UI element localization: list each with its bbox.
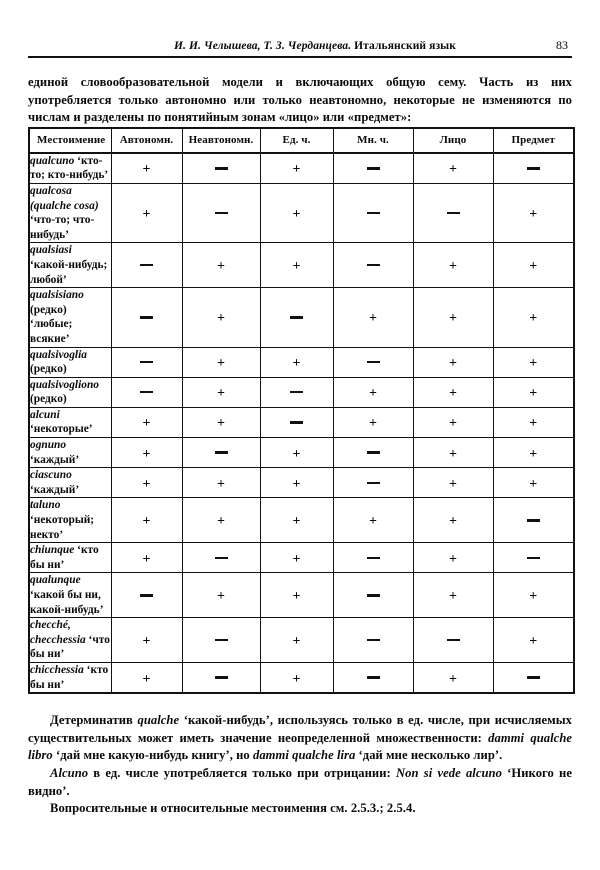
feature-mark-cell (333, 377, 413, 407)
column-header-plural: Мн. ч. (333, 128, 413, 153)
feature-mark-cell (333, 618, 413, 663)
plus-mark: + (217, 386, 225, 402)
pronoun-cell (29, 183, 111, 242)
feature-mark-cell (333, 243, 413, 288)
plus-mark: + (529, 356, 538, 372)
running-head-title (32, 40, 538, 52)
plus-mark: + (292, 634, 301, 650)
feature-mark-cell (333, 288, 413, 347)
feature-mark-cell (260, 618, 333, 663)
feature-mark-cell (413, 618, 493, 663)
minus-mark (290, 421, 303, 423)
feature-mark-cell (260, 153, 333, 184)
feature-mark-cell (333, 468, 413, 498)
plus-mark: + (449, 416, 457, 432)
feature-mark-cell (413, 438, 493, 468)
plus-mark: + (529, 589, 538, 605)
feature-mark-cell (182, 618, 260, 663)
plus-mark: + (369, 416, 377, 432)
plus-mark: + (292, 356, 301, 372)
feature-mark-cell (111, 498, 182, 543)
pronoun-latin: qualcosa (qualche cosa) (30, 184, 99, 212)
plus-mark: + (449, 551, 457, 567)
pronoun-latin: ciascuno (30, 469, 72, 482)
feature-mark-cell (182, 347, 260, 377)
plus-mark: + (292, 551, 301, 567)
feature-mark-cell (260, 662, 333, 693)
feature-mark-cell (413, 573, 493, 618)
pronoun-gloss: ‘некоторый; некто’ (30, 514, 95, 541)
minus-mark (367, 264, 380, 266)
plus-mark: + (449, 311, 457, 327)
plus-mark: + (142, 671, 151, 687)
pronoun-cell (29, 347, 111, 377)
minus-mark (215, 557, 228, 559)
table-row (29, 288, 574, 347)
minus-mark (215, 676, 228, 678)
pronoun-cell (29, 438, 111, 468)
feature-mark-cell (182, 498, 260, 543)
plus-mark: + (292, 514, 301, 530)
feature-mark-cell (413, 347, 493, 377)
pronoun-cell (29, 498, 111, 543)
feature-mark-cell (333, 438, 413, 468)
pronoun-gloss: ‘кто-то; кто-нибудь’ (30, 154, 109, 182)
pronoun-cell (29, 543, 111, 573)
minus-mark (447, 212, 460, 214)
feature-mark-cell (493, 543, 574, 573)
plus-mark: + (449, 476, 457, 492)
intro-paragraph: единой словообразовательной модели и включающих общую сему. Часть из них употребляется только автономно или только неавтономно, некоторые не изменяются по числам и разделены по понятийным зонам «лицо» или «предмет»: (28, 75, 572, 125)
paragraph-alcuno (28, 765, 572, 800)
feature-mark-cell (111, 573, 182, 618)
feature-mark-cell (493, 573, 574, 618)
plus-mark: + (142, 476, 151, 492)
table-row (29, 498, 574, 543)
feature-mark-cell (260, 468, 333, 498)
pronoun-gloss: ‘что бы ни’ (30, 633, 110, 661)
pronoun-latin: chiunque (30, 544, 75, 557)
feature-mark-cell (413, 468, 493, 498)
minus-mark (367, 361, 380, 363)
pronoun-latin: checché, checchessia (30, 619, 86, 646)
pronoun-cell (29, 288, 111, 347)
pronoun-latin: chicchessia (30, 663, 84, 676)
pronoun-gloss: ‘каждый’ (30, 483, 80, 496)
feature-mark-cell (333, 498, 413, 543)
feature-mark-cell (260, 407, 333, 437)
pronoun-cell (29, 153, 111, 184)
feature-mark-cell (413, 377, 493, 407)
plus-mark: + (292, 476, 301, 492)
feature-mark-cell (260, 377, 333, 407)
pronoun-gloss: ‘кто бы ни’ (30, 663, 109, 691)
text-run: ‘дай мне какую-нибудь книгу’, но (52, 748, 253, 763)
feature-mark-cell (260, 438, 333, 468)
minus-mark (527, 676, 540, 678)
minus-mark (367, 594, 380, 596)
italic-term: qualche (137, 713, 180, 728)
plus-mark: + (449, 446, 457, 462)
feature-mark-cell (493, 288, 574, 347)
minus-mark (140, 594, 153, 596)
feature-mark-cell (493, 377, 574, 407)
plus-mark: + (142, 207, 151, 223)
feature-mark-cell (182, 543, 260, 573)
text-run: ‘какой-нибудь’, используясь только в ед. числе, при исчисляемых существительных может иметь значение неопределенной множественности: (28, 713, 573, 745)
feature-mark-cell (413, 183, 493, 242)
table-row (29, 468, 574, 498)
plus-mark: + (449, 259, 457, 275)
plus-mark: + (369, 514, 377, 530)
feature-mark-cell (333, 543, 413, 573)
plus-mark: + (529, 386, 538, 402)
plus-mark: + (292, 589, 301, 605)
pronoun-cell (29, 377, 111, 407)
table-row (29, 438, 574, 468)
minus-mark (527, 167, 540, 169)
plus-mark: + (449, 514, 457, 530)
feature-mark-cell (111, 153, 182, 184)
pronoun-gloss: ‘кто бы ни’ (30, 544, 99, 571)
plus-mark: + (369, 386, 377, 402)
running-head-authors: И. И. Челышева, Т. З. Черданцева. (174, 40, 352, 52)
minus-mark (140, 361, 153, 363)
plus-mark: + (529, 476, 538, 492)
pronoun-latin: qualsisiano (30, 289, 84, 302)
feature-mark-cell (493, 153, 574, 184)
feature-mark-cell (111, 407, 182, 437)
minus-mark (290, 391, 303, 393)
closing-paragraphs (28, 712, 572, 818)
plus-mark: + (529, 311, 538, 327)
plus-mark: + (142, 514, 151, 530)
feature-mark-cell (493, 347, 574, 377)
column-header-person: Лицо (413, 128, 493, 153)
feature-mark-cell (493, 662, 574, 693)
italic-term: Non si vede alcuno (396, 765, 502, 780)
plus-mark: + (142, 551, 151, 567)
pronoun-gloss: ‘что-то; что-нибудь’ (30, 214, 95, 241)
pronoun-latin: qualsivogliono (30, 378, 99, 391)
minus-mark (215, 639, 228, 641)
minus-mark (367, 167, 380, 169)
feature-mark-cell (493, 183, 574, 242)
table-row (29, 543, 574, 573)
plus-mark: + (529, 259, 538, 275)
plus-mark: + (449, 671, 457, 687)
feature-mark-cell (111, 288, 182, 347)
paragraph-cross-reference (28, 800, 572, 818)
table-row (29, 573, 574, 618)
plus-mark: + (142, 446, 151, 462)
running-head (28, 38, 572, 53)
table-row (29, 243, 574, 288)
minus-mark (367, 451, 380, 453)
plus-mark: + (142, 416, 151, 432)
feature-mark-cell (333, 662, 413, 693)
table-body (29, 153, 574, 693)
feature-mark-cell (413, 498, 493, 543)
column-header-non-autonomous: Неавтономн. (182, 128, 260, 153)
pronoun-cell (29, 468, 111, 498)
plus-mark: + (529, 446, 538, 462)
plus-mark: + (529, 207, 538, 223)
pronoun-cell (29, 243, 111, 288)
table-row (29, 618, 574, 663)
minus-mark (290, 316, 303, 318)
minus-mark (527, 519, 540, 521)
feature-mark-cell (182, 153, 260, 184)
plus-mark: + (369, 311, 377, 327)
feature-mark-cell (182, 438, 260, 468)
plus-mark: + (217, 356, 225, 372)
minus-mark (215, 212, 228, 214)
table-row (29, 377, 574, 407)
feature-mark-cell (333, 407, 413, 437)
minus-mark (367, 482, 380, 484)
feature-mark-cell (111, 243, 182, 288)
pronoun-gloss: ‘какой бы ни, какой-нибудь’ (30, 589, 104, 616)
running-head-book-title: Итальянский язык (354, 40, 456, 52)
minus-mark (215, 167, 228, 169)
feature-mark-cell (111, 662, 182, 693)
feature-mark-cell (260, 498, 333, 543)
feature-mark-cell (493, 618, 574, 663)
feature-mark-cell (182, 407, 260, 437)
feature-mark-cell (493, 498, 574, 543)
plus-mark: + (449, 356, 457, 372)
pronoun-gloss: (редко) (30, 363, 67, 376)
pronoun-latin: qualsiasi (30, 244, 72, 257)
feature-mark-cell (333, 153, 413, 184)
minus-mark (367, 639, 380, 641)
plus-mark: + (217, 476, 225, 492)
table-header-row (29, 128, 574, 153)
pronoun-features-table (28, 127, 575, 694)
text-run: ‘Никого не видно’. (28, 765, 573, 798)
italic-term: dammi qualche lira (252, 748, 356, 763)
feature-mark-cell (182, 377, 260, 407)
feature-mark-cell (111, 377, 182, 407)
minus-mark (140, 316, 153, 318)
italic-term: dammi qualche libro (28, 730, 573, 763)
feature-mark-cell (111, 347, 182, 377)
pronoun-latin: qualsivoglia (30, 348, 87, 361)
feature-mark-cell (260, 347, 333, 377)
feature-mark-cell (111, 183, 182, 242)
header-rule (28, 56, 572, 58)
feature-mark-cell (260, 243, 333, 288)
table-row (29, 347, 574, 377)
text-run: Вопросительные и относительные местоимения см. 2.5.3.; 2.5.4. (50, 801, 416, 816)
pronoun-gloss: (редко) (30, 393, 67, 406)
feature-mark-cell (413, 243, 493, 288)
plus-mark: + (217, 311, 225, 327)
column-header-singular: Ед. ч. (260, 128, 333, 153)
page-number: 83 (556, 38, 568, 52)
pronoun-latin: ognuno (30, 439, 67, 452)
minus-mark (367, 557, 380, 559)
plus-mark: + (142, 162, 151, 178)
table-row (29, 183, 574, 242)
feature-mark-cell (413, 407, 493, 437)
text-run: Детерминатив (50, 713, 138, 728)
pronoun-cell (29, 573, 111, 618)
feature-mark-cell (111, 438, 182, 468)
feature-mark-cell (182, 243, 260, 288)
minus-mark (367, 212, 380, 214)
feature-mark-cell (493, 243, 574, 288)
minus-mark (140, 264, 153, 266)
feature-mark-cell (413, 662, 493, 693)
feature-mark-cell (413, 288, 493, 347)
minus-mark (527, 557, 540, 559)
feature-mark-cell (260, 183, 333, 242)
plus-mark: + (292, 671, 301, 687)
plus-mark: + (217, 259, 225, 275)
feature-mark-cell (182, 573, 260, 618)
minus-mark (367, 676, 380, 678)
plus-mark: + (529, 416, 538, 432)
plus-mark: + (142, 634, 151, 650)
table-row (29, 407, 574, 437)
minus-mark (215, 451, 228, 453)
pronoun-latin: qualcuno (30, 154, 75, 167)
minus-mark (447, 639, 460, 641)
feature-mark-cell (182, 468, 260, 498)
pronoun-cell (29, 618, 111, 663)
feature-mark-cell (260, 543, 333, 573)
column-header-object: Предмет (493, 128, 574, 153)
feature-mark-cell (111, 618, 182, 663)
pronoun-cell (29, 662, 111, 693)
feature-mark-cell (493, 468, 574, 498)
pronoun-gloss: ‘каждый’ (30, 453, 80, 466)
feature-mark-cell (260, 573, 333, 618)
feature-mark-cell (182, 183, 260, 242)
text-run: в ед. числе употребляется только при отрицании: (88, 765, 397, 780)
column-header-autonomous: Автономн. (111, 128, 182, 153)
paragraph-determinative (28, 712, 572, 765)
feature-mark-cell (413, 543, 493, 573)
plus-mark: + (292, 259, 301, 275)
pronoun-gloss: (редко) ‘любые; всякие’ (30, 303, 73, 345)
minus-mark (140, 391, 153, 393)
plus-mark: + (292, 162, 301, 178)
feature-mark-cell (260, 288, 333, 347)
table-row (29, 662, 574, 693)
pronoun-gloss: ‘некоторые’ (30, 423, 93, 436)
plus-mark: + (217, 416, 225, 432)
feature-mark-cell (413, 153, 493, 184)
pronoun-gloss: ‘какой-нибудь; любой’ (30, 258, 108, 286)
text-run: ‘дай мне несколько лир’. (355, 748, 503, 763)
feature-mark-cell (182, 662, 260, 693)
plus-mark: + (217, 589, 225, 605)
plus-mark: + (449, 589, 457, 605)
feature-mark-cell (493, 438, 574, 468)
feature-mark-cell (333, 347, 413, 377)
plus-mark: + (449, 162, 457, 178)
feature-mark-cell (111, 468, 182, 498)
pronoun-latin: taluno (30, 499, 61, 512)
table-row (29, 153, 574, 184)
feature-mark-cell (182, 288, 260, 347)
italic-term: Alcuno (50, 765, 89, 780)
feature-mark-cell (111, 543, 182, 573)
plus-mark: + (217, 514, 225, 530)
pronoun-latin: alcuni (30, 408, 60, 421)
feature-mark-cell (333, 183, 413, 242)
feature-mark-cell (493, 407, 574, 437)
pronoun-cell (29, 407, 111, 437)
pronoun-latin: qualunque (30, 574, 81, 587)
plus-mark: + (529, 634, 538, 650)
feature-mark-cell (333, 573, 413, 618)
column-header-pronoun: Местоимение (29, 128, 111, 153)
plus-mark: + (292, 207, 301, 223)
plus-mark: + (292, 446, 301, 462)
plus-mark: + (449, 386, 457, 402)
